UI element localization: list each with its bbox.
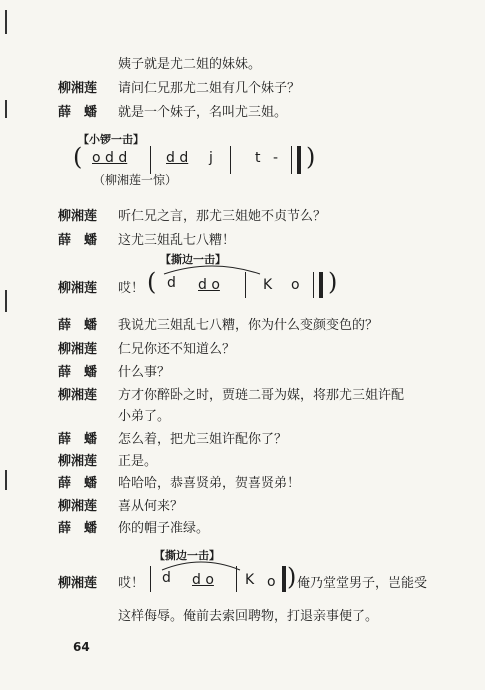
dialogue-text: 方才你醉卧之时，贾琏二哥为媒，将那尤三姐许配 — [118, 388, 405, 403]
dialogue-text: 我说尤三姐乱七八糟，你为什么变颜变色的？ — [118, 318, 379, 333]
bar-line — [150, 566, 151, 592]
speaker-name: 薛 蟠 — [58, 476, 98, 491]
percussion-notation: d o — [198, 277, 220, 293]
speaker-name: 薛 蟠 — [58, 521, 98, 536]
percussion-notation: d — [162, 570, 171, 586]
margin-mark — [5, 10, 7, 34]
percussion-notation: d o — [192, 572, 214, 588]
dialogue-text: 你的帽子准绿。 — [118, 521, 210, 536]
bar-line — [150, 146, 151, 174]
percussion-notation: d — [167, 275, 176, 291]
notation-open-paren: ( — [147, 268, 157, 296]
dialogue-text: 仁兄你还不知道么？ — [118, 342, 236, 357]
bar-line — [313, 272, 314, 298]
double-bar-line — [282, 566, 286, 592]
slur-mark — [162, 262, 262, 276]
speaker-name: 柳湘莲 — [58, 81, 98, 96]
notation-close-paren: ) — [287, 563, 297, 591]
notation-open-paren: ( — [73, 143, 83, 171]
dialogue-text: 哎！ — [118, 281, 145, 296]
percussion-notation: K — [245, 572, 255, 588]
percussion-notation: o d d — [92, 150, 128, 166]
dialogue-text: 哈哈哈，恭喜贤弟，贺喜贤弟！ — [118, 476, 301, 491]
notation-close-paren: ) — [306, 143, 316, 171]
percussion-notation: K — [263, 277, 273, 293]
percussion-notation: d d — [166, 150, 189, 166]
page-number: 64 — [73, 640, 90, 654]
dialogue-text: 正是。 — [118, 454, 158, 469]
speaker-name: 柳湘莲 — [58, 209, 98, 224]
speaker-name: 柳湘莲 — [58, 576, 98, 591]
bar-line — [230, 146, 231, 174]
percussion-notation: - — [273, 150, 279, 166]
speaker-name: 柳湘莲 — [58, 342, 98, 357]
dialogue-text: 请问仁兄那尤二姐有几个妹子？ — [118, 81, 301, 96]
margin-mark — [5, 470, 7, 490]
percussion-notation: o — [267, 574, 276, 590]
speaker-name: 薛 蟠 — [58, 233, 98, 248]
percussion-notation: j — [209, 150, 213, 166]
slur-mark — [160, 558, 242, 572]
dialogue-text: 什么事？ — [118, 365, 171, 380]
margin-mark — [5, 100, 7, 118]
dialogue-text: 小弟了。 — [118, 409, 171, 424]
stage-cue: 【小锣一击】 — [78, 133, 144, 146]
dialogue-text: 姨子就是尤二姐的妹妹。 — [118, 57, 262, 72]
percussion-notation: o — [291, 277, 300, 293]
stage-cue: 【撕边一击】 — [154, 549, 220, 562]
speaker-name: 薛 蟠 — [58, 318, 98, 333]
dialogue-text: 这样侮辱。俺前去索回聘物，打退亲事便了。 — [118, 609, 379, 624]
bar-line — [291, 146, 292, 174]
percussion-notation: t — [255, 150, 261, 166]
speaker-name: 薛 蟠 — [58, 105, 98, 120]
dialogue-text: 这尤三姐乱七八糟！ — [118, 233, 236, 248]
dialogue-text: 听仁兄之言，那尤三姐她不贞节么？ — [118, 209, 327, 224]
speaker-name: 柳湘莲 — [58, 454, 98, 469]
stage-note: （柳湘莲一惊） — [93, 173, 178, 187]
bar-line — [245, 272, 246, 298]
speaker-name: 柳湘莲 — [58, 388, 98, 403]
speaker-name: 薛 蟠 — [58, 432, 98, 447]
dialogue-text: 喜从何来？ — [118, 499, 184, 514]
speaker-name: 柳湘莲 — [58, 281, 98, 296]
notation-close-paren: ) — [328, 268, 338, 296]
dialogue-text: 哎！ — [118, 576, 145, 591]
speaker-name: 薛 蟠 — [58, 365, 98, 380]
stage-cue: 【撕边一击】 — [160, 253, 226, 266]
dialogue-text: 俺乃堂堂男子，岂能受 — [297, 576, 428, 591]
double-bar-line — [319, 272, 323, 298]
dialogue-text: 就是一个妹子，名叫尤三姐。 — [118, 105, 288, 120]
double-bar-line — [297, 146, 301, 174]
dialogue-text: 怎么着，把尤三姐许配你了？ — [118, 432, 288, 447]
bar-line — [236, 566, 237, 592]
speaker-name: 柳湘莲 — [58, 499, 98, 514]
margin-mark — [5, 290, 7, 312]
